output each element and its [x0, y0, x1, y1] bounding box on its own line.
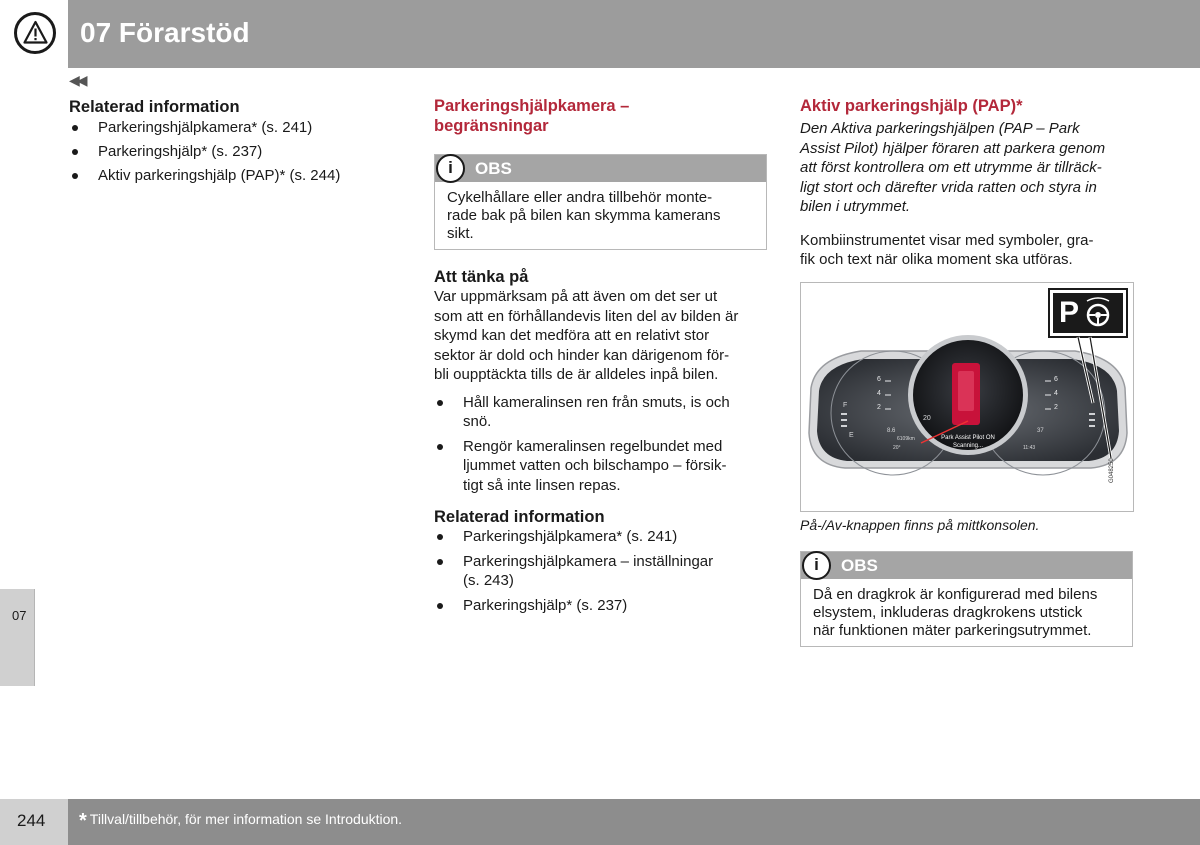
paragraph-line: att först kontrollera om ett utrymme är tillräck-: [800, 159, 1102, 176]
link-text[interactable]: Parkeringshjälpkamera – inställningar: [463, 552, 714, 570]
link-text[interactable]: Aktiv parkeringshjälp (PAP)* (s. 244): [98, 167, 341, 184]
paragraph-line: Den Aktiva parkeringshjälpen (PAP – Park: [800, 120, 1080, 137]
link-text[interactable]: Parkeringshjälp* (s. 237): [463, 596, 628, 614]
related-info-heading: Relaterad information: [434, 508, 605, 526]
link-text[interactable]: Parkeringshjälpkamera* (s. 241): [98, 119, 313, 136]
readout-value: 8.6: [887, 427, 896, 434]
list-item-line: Håll kameralinsen ren från smuts, is och: [463, 393, 730, 411]
list-item[interactable]: [69, 142, 399, 162]
note-line: Då en dragkrok är konfigurerad med bilens: [813, 585, 1098, 603]
bullet-icon: [437, 444, 443, 450]
column-2: [434, 96, 767, 615]
chapter-title: 07 Förarstöd: [80, 17, 250, 48]
list-item[interactable]: [69, 118, 399, 138]
paragraph-line: skymd kan det medföra att en relativt stor: [434, 327, 710, 344]
list-item[interactable]: [434, 527, 767, 547]
bullet-icon: [437, 400, 443, 406]
gauge-number: 4: [1054, 389, 1058, 397]
footnote-star: *: [79, 810, 87, 832]
intro-paragraph: [800, 119, 1133, 217]
speed-label: 20: [923, 414, 931, 422]
paragraph-line: Assist Pilot) hjälper föraren att parkera genom: [800, 139, 1106, 157]
link-text[interactable]: Parkeringshjälpkamera* (s. 241): [463, 528, 678, 545]
fuel-letter: F: [843, 401, 848, 409]
obs-note-header: [435, 155, 766, 182]
note-line: elsystem, inkluderas dragkrokens utstick: [813, 603, 1083, 621]
obs-note-header: [801, 552, 1132, 579]
page-footer: [0, 799, 1200, 845]
list-item[interactable]: [69, 166, 399, 186]
obs-note-title: OBS: [475, 159, 512, 178]
chapter-side-tab-label: 07: [12, 608, 27, 623]
paragraph-line: Var uppmärksam på att även om det ser ut: [434, 288, 718, 305]
body-paragraph: [800, 231, 1133, 270]
link-text[interactable]: Parkeringshjälp* (s. 237): [98, 143, 263, 160]
page-number: 244: [17, 811, 46, 830]
display-line-2: Scanning...: [952, 442, 984, 449]
section-title-camera-limits: [434, 96, 767, 136]
readout-value: 20°: [893, 444, 901, 451]
bullet-icon: [437, 534, 443, 540]
instrument-cluster-illustration: [801, 283, 1134, 512]
paragraph-line: bli oupptäckta tills de är alldeles inpå bilen.: [434, 366, 719, 383]
note-line: rade bak på bilen kan skymma kamerans: [447, 207, 721, 224]
chapter-header: [0, 0, 1200, 68]
bullet-icon: [72, 149, 78, 155]
obs-note-box: [800, 551, 1133, 647]
fuel-letter: E: [849, 431, 854, 439]
list-item: [434, 437, 767, 496]
related-info-heading: Relaterad information: [69, 98, 240, 116]
list-item: [434, 393, 767, 432]
list-item-line: ljummet vatten och bilschampo – försik-: [463, 457, 727, 474]
paragraph-line: som att en förhållandevis liten del av bilden är: [434, 307, 739, 325]
paragraph-line: ligt stort och därefter vrida ratten och styra in: [800, 178, 1097, 196]
warning-triangle-icon: [14, 12, 56, 54]
page-number-box: [0, 799, 68, 845]
section-title-line: begränsningar: [434, 117, 549, 135]
readout-value: 11:43: [1023, 444, 1036, 451]
readout-value: 6109km: [897, 435, 915, 442]
section-title-pap: Aktiv parkeringshjälp (PAP)*: [800, 97, 1023, 115]
note-line: sikt.: [447, 225, 474, 242]
paragraph-line: bilen i utrymmet.: [800, 198, 911, 215]
bullet-icon: [72, 125, 78, 131]
obs-note-title: OBS: [841, 555, 878, 575]
list-item[interactable]: [434, 596, 767, 616]
obs-note-body: [435, 182, 766, 254]
chapter-side-tab[interactable]: [0, 589, 35, 686]
gauge-number: 2: [877, 403, 881, 411]
section-title-line: Parkeringshjälpkamera –: [434, 97, 630, 115]
paragraph-line: Kombiinstrumentet visar med symboler, gra-: [800, 231, 1094, 249]
obs-note-box: [434, 154, 767, 250]
back-navigation-icon[interactable]: ◀◀: [69, 72, 85, 88]
figure-caption: På-/Av-knappen finns på mittkonsolen.: [800, 516, 1040, 533]
gauge-number: 2: [1054, 403, 1058, 411]
related-info-list: [69, 118, 399, 186]
list-item[interactable]: [434, 552, 767, 591]
link-text[interactable]: (s. 243): [463, 572, 514, 589]
header-icon-box: [0, 0, 68, 68]
paragraph-line: fik och text när olika moment ska utföras.: [800, 251, 1073, 268]
info-icon: i: [436, 154, 465, 183]
column-1: [69, 96, 399, 186]
think-heading: Att tänka på: [434, 268, 529, 286]
info-icon: i: [802, 551, 831, 580]
instrument-cluster-figure: [800, 282, 1134, 512]
readout-value: 37: [1037, 427, 1044, 434]
related-info-list: [434, 527, 767, 615]
note-line: Cykelhållare eller andra tillbehör monte-: [447, 189, 713, 206]
bullet-icon: [72, 173, 78, 179]
gauge-number: 4: [877, 389, 881, 397]
callout-p-symbol: P: [1059, 295, 1080, 329]
list-item-line: tigt så inte linsen repas.: [463, 476, 621, 494]
gauge-number: 6: [1054, 375, 1058, 383]
list-item-line: snö.: [463, 413, 492, 430]
display-line-1: Park Assist Pilot ON: [941, 434, 995, 441]
paragraph-line: sektor är dold och hinder kan därigenom för-: [434, 346, 730, 364]
think-paragraph: [434, 287, 767, 385]
gauge-number: 6: [877, 375, 881, 383]
list-item-line: Rengör kameralinsen regelbundet med: [463, 437, 723, 455]
bullet-icon: [437, 603, 443, 609]
note-line: när funktionen mäter parkeringsutrymmet.: [813, 621, 1092, 639]
footnote-text: Tillval/tillbehör, för mer information se Introduktion.: [89, 811, 403, 827]
obs-note-body: [801, 579, 1132, 651]
footer-note: [79, 810, 402, 833]
figure-code: G048250: [1109, 457, 1115, 483]
bullet-icon: [437, 559, 443, 565]
column-3: [800, 96, 1133, 647]
tips-list: [434, 393, 767, 496]
